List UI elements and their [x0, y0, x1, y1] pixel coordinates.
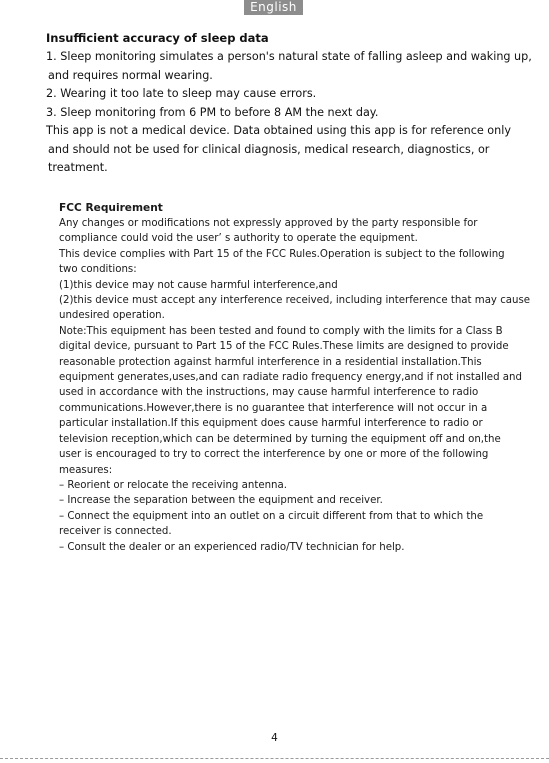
fcc-line-12: used in accordance with the instructions, may cause harmful interference to radio — [59, 387, 479, 399]
fcc-measure-3: – Connect the equipment into an outlet on a circuit different from that to which the — [59, 510, 484, 522]
fcc-line-3: This device complies with Part 15 of the FCC Rules.Operation is subject to the following — [59, 248, 505, 260]
fcc-requirement-section — [59, 201, 545, 555]
fcc-line-9: digital device, pursuant to Part 15 of the FCC Rules.These limits are designed to provide — [59, 341, 509, 353]
fcc-measure-1: – Reorient or relocate the receiving antenna. — [59, 479, 287, 491]
sleep-line-3: 2. Wearing it too late to sleep may cause errors. — [46, 87, 317, 100]
fcc-line-6: (2)this device must accept any interference received, including interference that may cause — [59, 295, 531, 307]
sleep-line-5: This app is not a medical device. Data obtained using this app is for reference only — [46, 124, 511, 137]
fcc-line-8: Note:This equipment has been tested and found to comply with the limits for a Class B — [59, 325, 503, 337]
fcc-line-14: particular installation.If this equipment does cause harmful interference to radio or — [59, 418, 483, 430]
fcc-line-15: television reception,which can be determined by turning the equipment off and on,the — [59, 433, 501, 445]
fcc-line-4: two conditions: — [59, 264, 137, 276]
fcc-line-10: reasonable protection against harmful interference in a residential installation.This — [59, 356, 482, 368]
fcc-line-16: user is encouraged to try to correct the interference by one or more of the following — [59, 449, 489, 461]
fcc-line-1: Any changes or modifications not expressly approved by the party responsible for — [59, 218, 478, 229]
fcc-line-2: compliance could void the user’ s authority to operate the equipment. — [59, 233, 418, 245]
page-number: 4 — [271, 732, 278, 744]
sleep-line-6: and should not be used for clinical diagnosis, medical research, diagnostics, or — [48, 142, 490, 156]
fcc-line-11: equipment generates,uses,and can radiate radio frequency energy,and if not installed and — [59, 372, 522, 384]
sleep-accuracy-section — [46, 30, 546, 178]
fcc-measure-2: – Increase the separation between the equipment and receiver. — [59, 495, 383, 507]
sleep-line-1: 1. Sleep monitoring simulates a person's natural state of falling asleep and waking up, — [46, 50, 532, 63]
fcc-measure-4: – Consult the dealer or an experienced radio/TV technician for help. — [59, 541, 405, 553]
sleep-line-7: treatment. — [48, 161, 108, 174]
fcc-line-7: undesired operation. — [59, 310, 165, 322]
fcc-line-5: (1)this device may not cause harmful interference,and — [59, 279, 338, 291]
fcc-section-title: FCC Requirement — [59, 202, 163, 214]
sleep-line-2: and requires normal wearing. — [48, 68, 213, 82]
fcc-measure-3-cont: receiver is connected. — [59, 526, 172, 538]
fcc-line-13: communications.However,there is no guarantee that interference will not occur in a — [59, 402, 488, 414]
bottom-divider — [0, 758, 549, 759]
sleep-section-title: Insufficient accuracy of sleep data — [46, 31, 269, 45]
fcc-line-17: measures: — [59, 464, 113, 476]
sleep-line-4: 3. Sleep monitoring from 6 PM to before 8 AM the next day. — [46, 105, 379, 119]
language-tab: English — [244, 0, 303, 15]
